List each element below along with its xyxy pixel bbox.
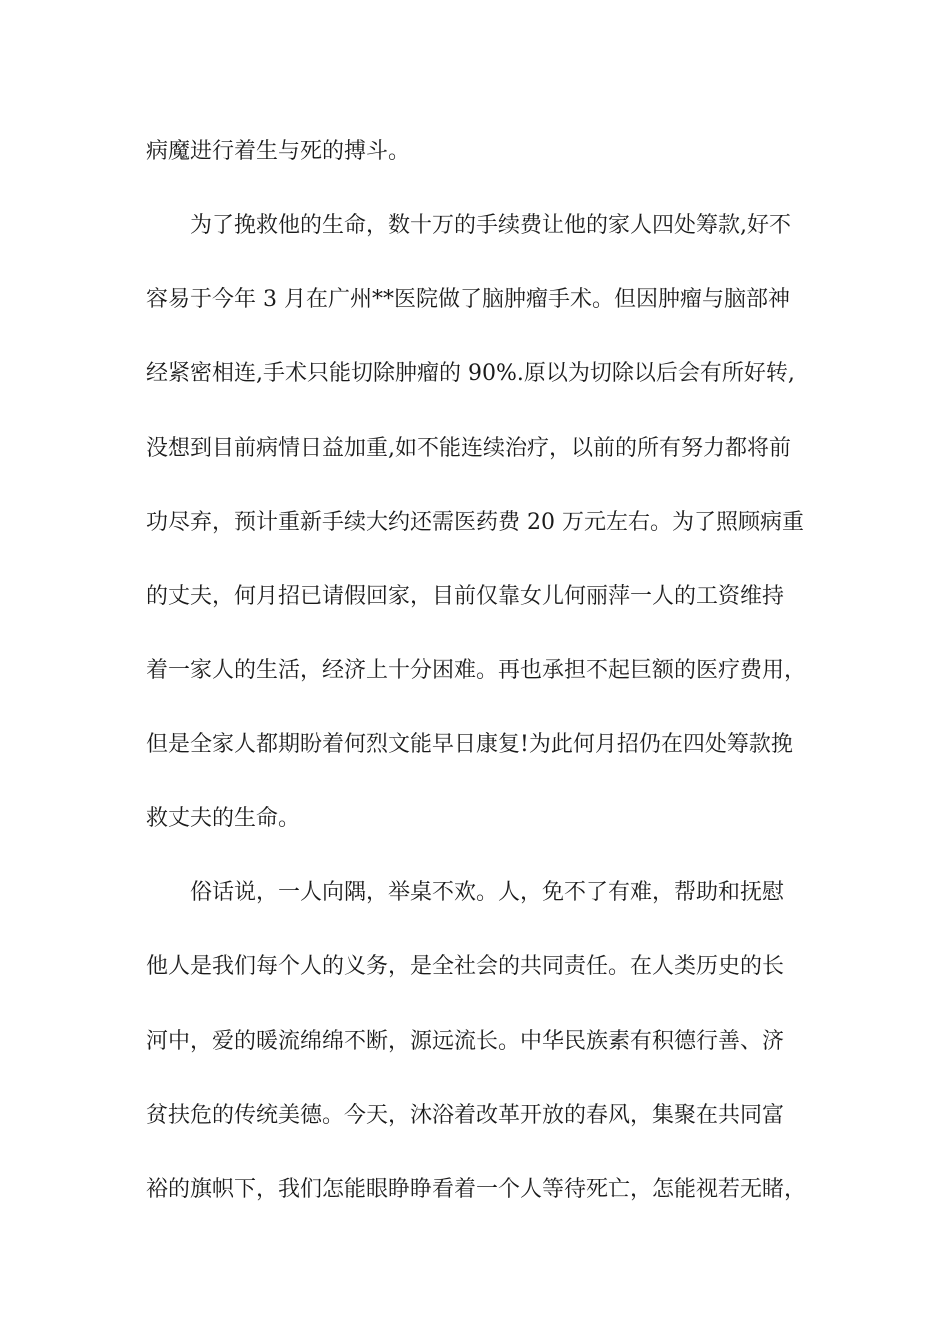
text-line: 救丈夫的生命。: [146, 806, 301, 831]
text-line: 没想到目前病情日益加重,如不能连续治疗，以前的所有努力都将前: [146, 436, 791, 461]
text-line: 经紧密相连,手术只能切除肿瘤的 90%.原以为切除以后会有所好转,: [146, 361, 795, 386]
text-line: 着一家人的生活，经济上十分困难。再也承担不起巨额的医疗费用，: [146, 658, 807, 683]
text-line: 他人是我们每个人的义务，是全社会的共同责任。在人类历史的长: [146, 954, 785, 979]
text-line: 河中，爱的暖流绵绵不断，源远流长。中华民族素有积德行善、济: [146, 1029, 785, 1054]
paragraph-first-line: 为了挽救他的生命，数十万的手续费让他的家人四处筹款,好不: [190, 213, 791, 238]
text-line: 功尽弃，预计重新手续大约还需医药费 20 万元左右。为了照顾病重: [146, 510, 804, 535]
text-line: 容易于今年 3 月在广州**医院做了脑肿瘤手术。但因肿瘤与脑部神: [146, 287, 790, 312]
text-line: 贫扶危的传统美德。今天，沐浴着改革开放的春风，集聚在共同富: [146, 1103, 785, 1128]
text-line: 但是全家人都期盼着何烈文能早日康复!为此何月招仍在四处筹款挽: [146, 732, 793, 757]
text-line: 裕的旗帜下，我们怎能眼睁睁看着一个人等待死亡，怎能视若无睹，: [146, 1177, 807, 1202]
text-line: 的丈夫，何月招已请假回家，目前仅靠女儿何丽萍一人的工资维持: [146, 584, 785, 609]
text-line: 病魔进行着生与死的搏斗。: [146, 139, 411, 164]
paragraph-first-line: 俗话说，一人向隅，举桌不欢。人，免不了有难，帮助和抚慰: [190, 880, 785, 905]
